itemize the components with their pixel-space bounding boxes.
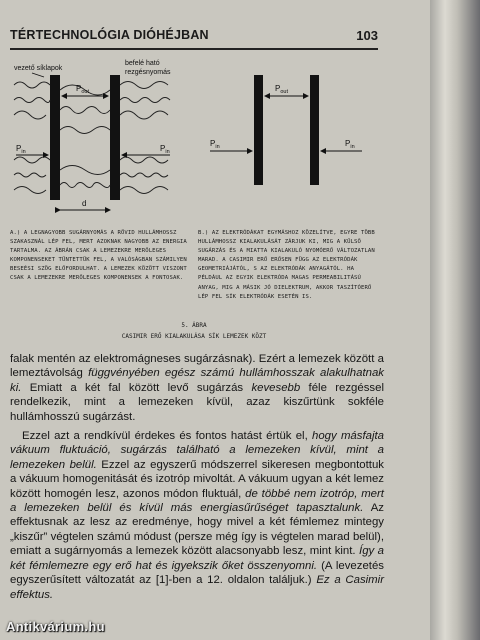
book-page-edges	[430, 0, 480, 640]
label-inward-2: rezgésnyomás	[125, 69, 171, 76]
body-text	[10, 352, 384, 602]
outside-waves-right	[120, 82, 170, 194]
paragraph-1: falak mentén az elektromágneses sugárzásnak). Ezért a lemezek között a lemeztávolság függvényében egész számú hullámhosszak alakulhatnak ki. Emiatt a két fal között levő sugárzás kevesebb féle rezgéssel rendelkezik, mint a lemezeken kívül, azaz kiszűrtünk sokféle hullámhosszú sugárzást.	[10, 353, 384, 423]
plate-a-right	[110, 75, 120, 200]
label-pin-b-left: $P_{in}$	[210, 139, 220, 150]
casimir-figure	[10, 55, 380, 225]
paragraph-2: Ezzel azt a rendkívül érdekes és fontos hatást értük el, hogy másfajta vákuum fluktuáció, sugárzás található a lemezeken kívül, mint a lemezeken belül. Ezzel az egyszerű módszerrel sikeresen megbontottuk a vákuum homogenitását és izotróp mivoltát. A vákuum ugyan a két lemez között homogén lesz, azonos módon fluktuál, de többé nem izotróp, mert a lemezeken belül és kívül más energiasűrűséget tapasztalunk. Az effektusnak az lesz az eredménye, hogy mivel a két fémlemez mintegy „kiszűr” végtelen számú módust (persze még így is végtelen marad belül), emiatt a sugárnyomás a lemezek között alacsonyabb lesz, mint kint. Így a két fémlemezre egy erő hat és igyekszik őket összenyomni. (A levezetés egyszerűsített változatát az [1]-ben a 12. oldalon találjuk.) Ez a Casimir effektus.	[10, 430, 384, 601]
label-pin-a-left: $P_{in}$	[16, 144, 26, 155]
label-pout-b: $P_{out}$	[275, 84, 288, 95]
plate-b-right	[310, 75, 319, 185]
watermark: Antikvárium.hu	[6, 619, 105, 634]
caption-b: B.) AZ ELEKTRÓDÁKAT EGYMÁSHOZ KÖZELÍTVE, EGYRE TÖBB HULLÁMHOSSZ KIALAKULÁSÁT ZÁRJUK KI, MIG A KÜLSŐ SUGÁRZÁS ÉS A MIATTA KIALAKULÓ NYOMÓERŐ VÁLTOZATLAN MARAD. A CASIMIR ERŐ ERŐSEN FÜGG AZ ELEKTRÓDÁK GEOMETRIÁJÁTÓL, S AZ ELEKTRÓDÁK ANYAGÁTÓL. HA PÉLDÁUL AZ EGYIK ELEKTRÓDA MAGAS PERMEABILITÁSÚ ANYAG, MIG A MÁSIK JÓ DIELEKTRUM, AKKOR TASZÍTÓERŐ LÉP FEL SÍK ELEKTRÓDÁK ESETÉN IS.	[198, 230, 375, 300]
caption-a: A.) A LEGNAGYOBB SUGÁRNYOMÁS A RÖVID HULLÁMHOSSZ SZAKASZNÁL LÉP FEL, MERT AZOKNAK NAGYOBB AZ ENERGIA TARTALMA. AZ ÁBRÁN CSAK A LEMEZEKRE MERŐLEGES KOMPONENSEKET TÜNTETTÜK FEL, A VALÓSÁGBAN SZÁMILYEN BESEÉSI SZÖG ELŐFORDULHAT. A LEMEZEK KÖZÖTT VISZONT CSAK A LEMEZEKRE MERŐLEGES KOMPONENSEK A FONTOSAK.	[10, 230, 187, 282]
plate-b-left	[254, 75, 263, 185]
pointer-plates	[32, 73, 44, 77]
header-rule	[10, 48, 378, 50]
running-title: TÉRTECHNOLÓGIA DIÓHÉJBAN	[10, 28, 209, 42]
label-inward-1: befelé ható	[125, 60, 160, 67]
plate-a-left	[50, 75, 60, 200]
figure-title: CASIMIR ERŐ KIALAKULÁSA SÍK LEMEZEK KÖZT	[121, 333, 267, 340]
page-header	[10, 28, 378, 46]
page-number: 103	[356, 28, 378, 43]
outside-waves-left	[14, 82, 50, 194]
label-d: d	[82, 199, 87, 208]
inside-waves	[60, 85, 110, 188]
label-pout-a: $P_{out}$	[76, 84, 89, 95]
figure-number: 5. ÁBRA	[181, 322, 207, 329]
label-pin-a-right: $P_{in}$	[160, 144, 170, 155]
label-pin-b-right: $P_{in}$	[345, 139, 355, 150]
label-conducting-plates: vezető síklapok	[14, 65, 63, 72]
